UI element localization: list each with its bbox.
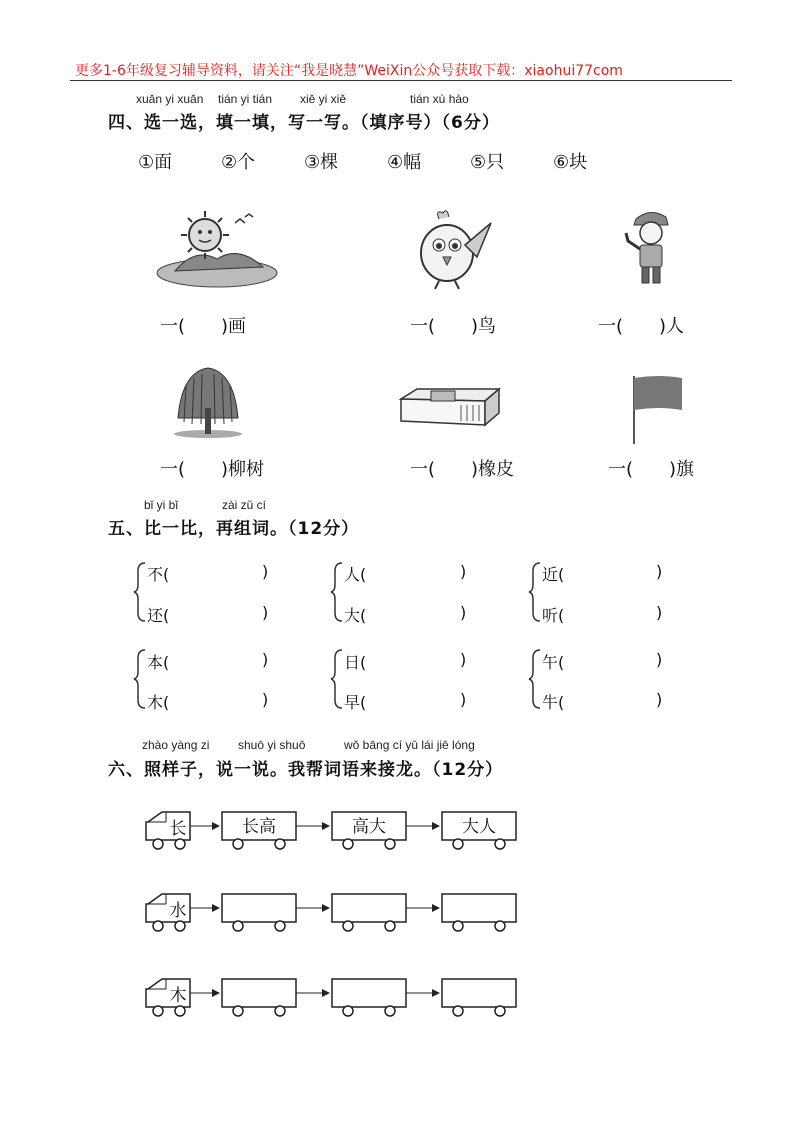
pair-wu[interactable]: 午(: [542, 653, 565, 672]
brace: [330, 561, 344, 623]
wheel: [275, 1006, 285, 1016]
wheel: [175, 1006, 185, 1016]
truck-head-char: 水: [169, 901, 187, 921]
close-paren: ): [656, 603, 663, 622]
close-paren: ): [656, 690, 663, 709]
pair-niu[interactable]: 牛(: [542, 693, 565, 712]
arrow-head-icon: [322, 822, 330, 830]
section4-title: 四、选一选，填一填，写一写。（填序号）（6分）: [108, 113, 500, 133]
option-4: ④幅: [387, 152, 422, 173]
word-chain-row: [142, 975, 542, 1025]
truck-head-char: 长: [169, 819, 187, 839]
brace: [528, 648, 542, 710]
blank-flag[interactable]: 一( )旗: [608, 459, 695, 480]
train-car-box[interactable]: [222, 894, 296, 922]
brace: [133, 648, 147, 710]
brace: [133, 561, 147, 623]
wheel: [175, 921, 185, 931]
option-1: ①面: [138, 152, 173, 173]
arrow-head-icon: [212, 822, 220, 830]
section5-title: 五、比一比，再组词。（12分）: [108, 519, 360, 539]
pair-zao[interactable]: 早(: [344, 693, 367, 712]
pair-jin[interactable]: 近(: [542, 565, 565, 584]
blank-willow[interactable]: 一( )柳树: [160, 459, 265, 480]
wheel: [175, 839, 185, 849]
blank-eraser[interactable]: 一( )橡皮: [410, 459, 515, 480]
arrow-head-icon: [432, 989, 440, 997]
boy-icon: [620, 205, 680, 290]
train-car-box[interactable]: [332, 894, 406, 922]
option-5: ⑤只: [470, 152, 505, 173]
wheel: [153, 1006, 163, 1016]
close-paren: ): [656, 650, 663, 669]
header-banner: 更多1-6年级复习辅导资料，请关注“我是晓慧”WeiXin公众号获取下载：xiaohui77com: [75, 63, 623, 79]
wheel: [495, 1006, 505, 1016]
close-paren: ): [460, 562, 467, 581]
close-paren: ): [262, 650, 269, 669]
bird-icon: [405, 205, 495, 290]
wheel: [343, 1006, 353, 1016]
wheel: [385, 921, 395, 931]
pinyin-xuan: xuǎn yi xuǎn: [136, 92, 204, 106]
landscape-painting-icon: [155, 205, 280, 290]
pair-bu[interactable]: 不(: [147, 565, 170, 584]
section6-title: 六、照样子，说一说。我帮词语来接龙。（12分）: [108, 760, 504, 780]
pinyin-jielong: wǒ bāng cí yǔ lái jiē lóng: [344, 738, 475, 752]
wheel: [153, 921, 163, 931]
pinyin-zaizuci: zài zǔ cí: [222, 498, 267, 512]
close-paren: ): [262, 603, 269, 622]
wheel: [453, 839, 463, 849]
pair-ting[interactable]: 听(: [542, 606, 565, 625]
pinyin-tianxuhao: tián xù hào: [410, 92, 469, 106]
close-paren: ): [262, 562, 269, 581]
pair-ben[interactable]: 本(: [147, 653, 170, 672]
wheel: [385, 839, 395, 849]
train-car-word: 长高: [242, 817, 276, 837]
close-paren: ): [460, 650, 467, 669]
wheel: [153, 839, 163, 849]
pinyin-shuoyishuo: shuō yi shuō: [238, 738, 306, 752]
train-car-box[interactable]: [332, 979, 406, 1007]
train-car-word: 高大: [352, 817, 386, 837]
pair-hai[interactable]: 还(: [147, 606, 170, 625]
wheel: [495, 839, 505, 849]
header-divider: [70, 80, 732, 81]
pinyin-xie: xiě yi xiě: [300, 92, 347, 106]
arrow-head-icon: [212, 904, 220, 912]
wheel: [233, 1006, 243, 1016]
truck-head-char: 木: [169, 986, 187, 1006]
wheel: [385, 1006, 395, 1016]
pair-ren[interactable]: 人(: [344, 565, 367, 584]
pair-mu[interactable]: 木(: [147, 693, 170, 712]
word-chain-row: [142, 890, 542, 940]
wheel: [495, 921, 505, 931]
pair-ri[interactable]: 日(: [344, 653, 367, 672]
brace: [528, 561, 542, 623]
brace: [330, 648, 344, 710]
pinyin-biyibi: bǐ yi bǐ: [144, 498, 179, 512]
wheel: [275, 921, 285, 931]
wheel: [453, 1006, 463, 1016]
wheel: [343, 921, 353, 931]
train-car-box[interactable]: [442, 894, 516, 922]
flag-icon: [628, 372, 688, 447]
train-car-box[interactable]: [442, 979, 516, 1007]
pinyin-zhaoyangzi: zhào yàng zi: [142, 738, 210, 752]
willow-tree-icon: [168, 362, 248, 440]
blank-bird[interactable]: 一( )鸟: [410, 316, 497, 337]
wheel: [343, 839, 353, 849]
pinyin-tian: tián yi tián: [218, 92, 273, 106]
word-chain-row: [142, 808, 542, 858]
option-6: ⑥块: [553, 152, 588, 173]
wheel: [275, 839, 285, 849]
wheel: [233, 921, 243, 931]
option-2: ②个: [221, 152, 256, 173]
close-paren: ): [460, 690, 467, 709]
blank-person[interactable]: 一( )人: [598, 316, 685, 337]
close-paren: ): [460, 603, 467, 622]
close-paren: ): [656, 562, 663, 581]
train-car-word: 大人: [462, 817, 496, 837]
arrow-head-icon: [432, 822, 440, 830]
arrow-head-icon: [432, 904, 440, 912]
close-paren: ): [262, 690, 269, 709]
wheel: [453, 921, 463, 931]
option-3: ③棵: [304, 152, 339, 173]
blank-painting[interactable]: 一( )画: [160, 316, 247, 337]
arrow-head-icon: [322, 989, 330, 997]
arrow-head-icon: [212, 989, 220, 997]
train-car-box[interactable]: [222, 979, 296, 1007]
pair-da[interactable]: 大(: [344, 606, 367, 625]
arrow-head-icon: [322, 904, 330, 912]
eraser-icon: [395, 385, 505, 430]
wheel: [233, 839, 243, 849]
